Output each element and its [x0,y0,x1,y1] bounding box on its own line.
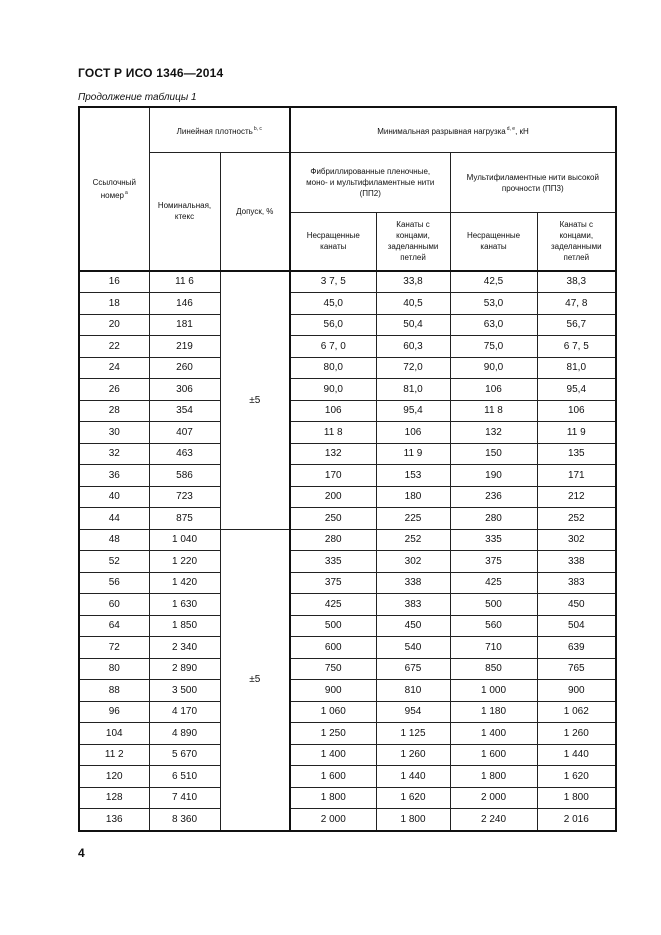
table-row [79,443,616,465]
cell-pp3-unspliced: 1 180 [450,701,537,723]
footnote-de: d, e [506,125,516,132]
cell-pp3-spliced: 38,3 [537,271,616,293]
table-row [79,615,616,637]
cell-pp3-unspliced: 710 [450,637,537,659]
cell-nominal: 1 630 [149,594,220,616]
cell-ref-number: 24 [79,357,149,379]
cell-pp2-spliced: 153 [376,465,450,487]
cell-pp3-unspliced: 75,0 [450,336,537,358]
cell-ref-number: 136 [79,809,149,831]
cell-pp2-unspliced: 335 [290,551,376,573]
cell-pp2-spliced: 106 [376,422,450,444]
table-row [79,529,616,551]
cell-pp3-spliced: 2 016 [537,809,616,831]
cell-pp2-unspliced: 132 [290,443,376,465]
table-row [79,400,616,422]
cell-pp2-unspliced: 11 8 [290,422,376,444]
table-body [79,271,616,831]
cell-tolerance: ±5 [220,529,290,831]
header-linear-density [149,107,290,153]
cell-ref-number: 36 [79,465,149,487]
cell-pp3-spliced: 450 [537,594,616,616]
header-linear-density-label: Линейная плотность [176,126,253,136]
cell-pp3-unspliced: 106 [450,379,537,401]
table-row [79,465,616,487]
cell-pp2-spliced: 72,0 [376,357,450,379]
cell-pp2-unspliced: 90,0 [290,379,376,401]
cell-pp3-spliced: 1 260 [537,723,616,745]
table-row [79,336,616,358]
cell-nominal: 181 [149,314,220,336]
cell-pp3-unspliced: 63,0 [450,314,537,336]
table-row [79,551,616,573]
cell-pp2-spliced: 540 [376,637,450,659]
cell-ref-number: 26 [79,379,149,401]
cell-nominal: 1 220 [149,551,220,573]
cell-pp3-spliced: 47, 8 [537,293,616,315]
cell-nominal: 8 360 [149,809,220,831]
cell-pp3-unspliced: 1 400 [450,723,537,745]
header-pp3-unspliced: Несращенные канаты [450,213,537,271]
cell-nominal: 3 500 [149,680,220,702]
table-row [79,486,616,508]
header-pp2-spliced: Канаты с концами, заделанными петлей [376,213,450,271]
cell-pp3-spliced: 6 7, 5 [537,336,616,358]
table-row [79,379,616,401]
cell-pp2-spliced: 60,3 [376,336,450,358]
cell-pp2-spliced: 450 [376,615,450,637]
table-row [79,701,616,723]
cell-nominal: 463 [149,443,220,465]
cell-ref-number: 96 [79,701,149,723]
cell-ref-number: 30 [79,422,149,444]
cell-nominal: 4 890 [149,723,220,745]
cell-pp3-spliced: 1 800 [537,787,616,809]
header-pp2-unspliced: Несращенные канаты [290,213,376,271]
cell-ref-number: 44 [79,508,149,530]
cell-pp2-unspliced: 170 [290,465,376,487]
cell-pp3-spliced: 1 440 [537,744,616,766]
header-tolerance: Допуск, % [220,153,290,271]
header-breaking-load-unit: , кН [515,126,529,136]
cell-pp3-unspliced: 375 [450,551,537,573]
cell-pp3-unspliced: 560 [450,615,537,637]
cell-pp3-unspliced: 280 [450,508,537,530]
cell-nominal: 5 670 [149,744,220,766]
cell-nominal: 7 410 [149,787,220,809]
table-row [79,508,616,530]
table-row [79,422,616,444]
cell-pp3-spliced: 1 620 [537,766,616,788]
cell-pp3-unspliced: 132 [450,422,537,444]
header-breaking-load-label: Минимальная разрывная нагрузка [377,126,506,136]
cell-ref-number: 11 2 [79,744,149,766]
cell-pp2-unspliced: 80,0 [290,357,376,379]
cell-nominal: 407 [149,422,220,444]
table-row [79,787,616,809]
cell-pp2-unspliced: 3 7, 5 [290,271,376,293]
table-row [79,658,616,680]
cell-pp3-unspliced: 1 000 [450,680,537,702]
cell-ref-number: 80 [79,658,149,680]
cell-pp3-unspliced: 42,5 [450,271,537,293]
cell-pp3-spliced: 900 [537,680,616,702]
cell-pp2-spliced: 810 [376,680,450,702]
cell-ref-number: 40 [79,486,149,508]
cell-pp3-spliced: 135 [537,443,616,465]
table-row [79,594,616,616]
table-row [79,293,616,315]
cell-pp2-spliced: 50,4 [376,314,450,336]
cell-pp3-unspliced: 90,0 [450,357,537,379]
cell-nominal: 2 340 [149,637,220,659]
cell-pp2-unspliced: 500 [290,615,376,637]
header-breaking-load [290,107,616,153]
cell-pp3-spliced: 765 [537,658,616,680]
cell-pp3-spliced: 95,4 [537,379,616,401]
cell-pp3-unspliced: 2 000 [450,787,537,809]
cell-pp3-unspliced: 150 [450,443,537,465]
cell-pp3-unspliced: 335 [450,529,537,551]
footnote-bc: b, c [253,125,262,132]
cell-pp3-unspliced: 11 8 [450,400,537,422]
cell-pp2-unspliced: 6 7, 0 [290,336,376,358]
cell-pp3-unspliced: 500 [450,594,537,616]
cell-pp2-spliced: 1 125 [376,723,450,745]
cell-pp2-spliced: 1 440 [376,766,450,788]
cell-pp2-spliced: 302 [376,551,450,573]
table-row [79,766,616,788]
cell-ref-number: 48 [79,529,149,551]
cell-pp3-unspliced: 1 600 [450,744,537,766]
cell-pp2-unspliced: 56,0 [290,314,376,336]
cell-pp3-spliced: 81,0 [537,357,616,379]
cell-pp2-spliced: 225 [376,508,450,530]
cell-pp2-spliced: 11 9 [376,443,450,465]
cell-nominal: 146 [149,293,220,315]
cell-pp2-unspliced: 900 [290,680,376,702]
cell-pp3-unspliced: 2 240 [450,809,537,831]
cell-pp3-unspliced: 190 [450,465,537,487]
cell-ref-number: 32 [79,443,149,465]
cell-pp3-unspliced: 236 [450,486,537,508]
cell-tolerance: ±5 [220,271,290,530]
header-pp2: Фибриллированные пленочные, моно- и мультифиламентные нити (ПП2) [290,153,450,213]
cell-nominal: 1 850 [149,615,220,637]
cell-ref-number: 64 [79,615,149,637]
cell-nominal: 354 [149,400,220,422]
cell-pp2-spliced: 1 260 [376,744,450,766]
cell-nominal: 219 [149,336,220,358]
cell-pp2-unspliced: 200 [290,486,376,508]
header-pp3: Мультифиламентные нити высокой прочности (ПП3) [450,153,616,213]
cell-pp3-unspliced: 1 800 [450,766,537,788]
cell-pp2-unspliced: 2 000 [290,809,376,831]
table-row [79,271,616,293]
cell-ref-number: 22 [79,336,149,358]
cell-pp2-spliced: 40,5 [376,293,450,315]
cell-pp3-spliced: 639 [537,637,616,659]
cell-pp2-unspliced: 425 [290,594,376,616]
cell-ref-number: 60 [79,594,149,616]
cell-ref-number: 52 [79,551,149,573]
table-row [79,357,616,379]
cell-pp2-unspliced: 1 800 [290,787,376,809]
cell-ref-number: 128 [79,787,149,809]
header-pp3-spliced: Канаты с концами, заделанными петлей [537,213,616,271]
footnote-a: a [124,189,128,196]
cell-pp3-unspliced: 53,0 [450,293,537,315]
cell-pp3-unspliced: 850 [450,658,537,680]
cell-nominal: 875 [149,508,220,530]
cell-pp2-spliced: 675 [376,658,450,680]
cell-pp2-unspliced: 1 250 [290,723,376,745]
table-continuation-caption: Продолжение таблицы 1 [78,92,197,103]
header-nominal: Номинальная, ктекс [149,153,220,271]
header-ref-number [79,107,149,271]
cell-pp2-unspliced: 280 [290,529,376,551]
cell-pp3-unspliced: 425 [450,572,537,594]
cell-ref-number: 18 [79,293,149,315]
table-row [79,744,616,766]
breaking-load-table [78,106,617,832]
cell-pp3-spliced: 106 [537,400,616,422]
table-row [79,637,616,659]
cell-pp2-unspliced: 375 [290,572,376,594]
cell-pp3-spliced: 252 [537,508,616,530]
table-row [79,572,616,594]
cell-pp2-unspliced: 106 [290,400,376,422]
cell-pp2-unspliced: 45,0 [290,293,376,315]
cell-ref-number: 88 [79,680,149,702]
cell-pp2-spliced: 33,8 [376,271,450,293]
cell-ref-number: 72 [79,637,149,659]
cell-pp2-spliced: 180 [376,486,450,508]
cell-ref-number: 16 [79,271,149,293]
cell-pp2-unspliced: 250 [290,508,376,530]
cell-pp3-spliced: 1 062 [537,701,616,723]
table-row [79,314,616,336]
page-number: 4 [78,846,85,860]
cell-pp3-spliced: 504 [537,615,616,637]
cell-pp2-unspliced: 1 400 [290,744,376,766]
cell-pp2-spliced: 383 [376,594,450,616]
cell-ref-number: 56 [79,572,149,594]
cell-pp3-spliced: 338 [537,551,616,573]
cell-nominal: 723 [149,486,220,508]
header-ref-number-label: Ссылочный номер [92,177,136,200]
cell-nominal: 260 [149,357,220,379]
cell-pp3-spliced: 212 [537,486,616,508]
cell-ref-number: 28 [79,400,149,422]
cell-pp2-unspliced: 1 600 [290,766,376,788]
cell-ref-number: 20 [79,314,149,336]
cell-pp2-spliced: 338 [376,572,450,594]
table-row [79,809,616,831]
cell-nominal: 1 420 [149,572,220,594]
cell-pp2-spliced: 95,4 [376,400,450,422]
cell-pp3-spliced: 56,7 [537,314,616,336]
cell-pp3-spliced: 383 [537,572,616,594]
cell-pp2-unspliced: 600 [290,637,376,659]
cell-pp2-spliced: 1 620 [376,787,450,809]
table-row [79,680,616,702]
cell-pp3-spliced: 171 [537,465,616,487]
cell-nominal: 6 510 [149,766,220,788]
cell-ref-number: 120 [79,766,149,788]
table-row [79,723,616,745]
cell-nominal: 586 [149,465,220,487]
document-header: ГОСТ Р ИСО 1346—2014 [78,66,224,80]
cell-pp2-unspliced: 1 060 [290,701,376,723]
cell-ref-number: 104 [79,723,149,745]
cell-pp2-spliced: 1 800 [376,809,450,831]
cell-pp2-unspliced: 750 [290,658,376,680]
cell-pp2-spliced: 954 [376,701,450,723]
cell-nominal: 2 890 [149,658,220,680]
cell-pp2-spliced: 81,0 [376,379,450,401]
cell-pp3-spliced: 302 [537,529,616,551]
cell-nominal: 11 6 [149,271,220,293]
cell-pp3-spliced: 11 9 [537,422,616,444]
cell-pp2-spliced: 252 [376,529,450,551]
cell-nominal: 1 040 [149,529,220,551]
cell-nominal: 306 [149,379,220,401]
cell-nominal: 4 170 [149,701,220,723]
